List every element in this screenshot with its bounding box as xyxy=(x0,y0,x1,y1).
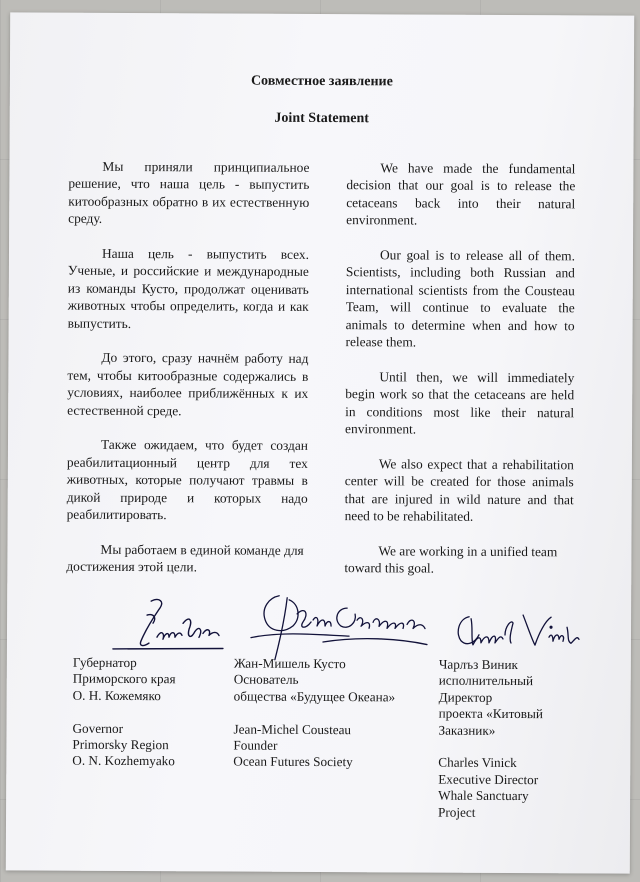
en-paragraph: We have made the fundamental decision that our goal is to release the cetaceans back into their natural environment. xyxy=(346,160,576,228)
en-paragraph: Until then, we will immediately begin work so that the cetaceans are held in conditions most like their natural environment. xyxy=(345,369,575,437)
ru-org-line: Заказник» xyxy=(438,722,496,738)
en-title-line: Governor xyxy=(72,720,124,736)
en-org-line: Project xyxy=(438,804,476,820)
signatory-cousteau xyxy=(233,656,395,772)
en-paragraph: We are working in a unified team toward this goal. xyxy=(344,543,558,576)
signature-cousteau xyxy=(239,586,429,665)
ru-name-line: Жан-Мишель Кусто xyxy=(233,655,346,672)
ru-title-line: Директор xyxy=(438,689,493,705)
en-title-line: Primorsky Region xyxy=(72,736,169,753)
ru-paragraph: Мы работаем в единой команде для достижения этой цели. xyxy=(66,541,304,575)
en-title-line: Founder xyxy=(233,737,278,753)
en-paragraph: We also expect that a rehabilitation center will be created for those animals that are injured in wild nature and that need to be rehabilitated. xyxy=(344,456,574,524)
en-paragraph: Our goal is to release all of them. Scientists, including both Russian and international scientists from the Cousteau Team, will continue to evaluate the animals to determine when and how to release them. xyxy=(345,247,576,350)
title-english: Joint Statement xyxy=(274,110,369,127)
signature-kozhemyako xyxy=(107,593,227,656)
ru-name-line: Чарлъз Виник xyxy=(438,656,519,673)
signatory-kozhemyako xyxy=(72,655,175,770)
ru-title-line: исполнительный xyxy=(438,673,534,689)
en-name-line: Jean-Michel Cousteau xyxy=(233,721,352,737)
en-name-line: Charles Vinick xyxy=(438,755,517,771)
ru-org-line: проекта «Китовый xyxy=(438,705,543,722)
document-page xyxy=(6,12,634,873)
title-russian: Совместное заявление xyxy=(250,73,393,90)
en-org-line: Ocean Futures Society xyxy=(233,753,353,770)
ru-name-line: О. Н. Кожемяко xyxy=(72,687,161,703)
ru-paragraph: До этого, сразу начнём работу над тем, чтобы китообразные содержались в условиях, наиболее приближённых к их естественной среде. xyxy=(67,350,309,418)
ru-paragraph: Мы приняли принципиальное решение, что наша цель - выпустить китообразных обратно в их естественную среду. xyxy=(68,158,310,227)
en-name-line: O. N. Kozhemyako xyxy=(72,753,175,769)
signatory-vinick xyxy=(438,657,543,822)
ru-paragraph: Наша цель - выпустить всех. Ученые, и российские и международные из команды Кусто, продолжат оценивать животных чтобы определить, когда и как выпустить. xyxy=(67,245,310,331)
ru-paragraph: Также ожидаем, что будет создан реабилитационный центр для тех животных, которые получают травмы в дикой природе и которых надо реабилитировать. xyxy=(66,437,309,523)
signature-vinick xyxy=(451,609,581,658)
ru-title-line: Основатель xyxy=(233,671,299,688)
ru-title-line: Приморского края xyxy=(72,671,176,687)
ru-title-line: Губернатор xyxy=(72,654,137,671)
russian-column xyxy=(66,158,309,594)
english-column xyxy=(344,159,575,595)
en-org-line: Whale Sanctuary xyxy=(438,787,529,804)
en-title-line: Executive Director xyxy=(438,771,539,787)
ru-org-line: общества «Будущее Океана» xyxy=(233,688,396,705)
